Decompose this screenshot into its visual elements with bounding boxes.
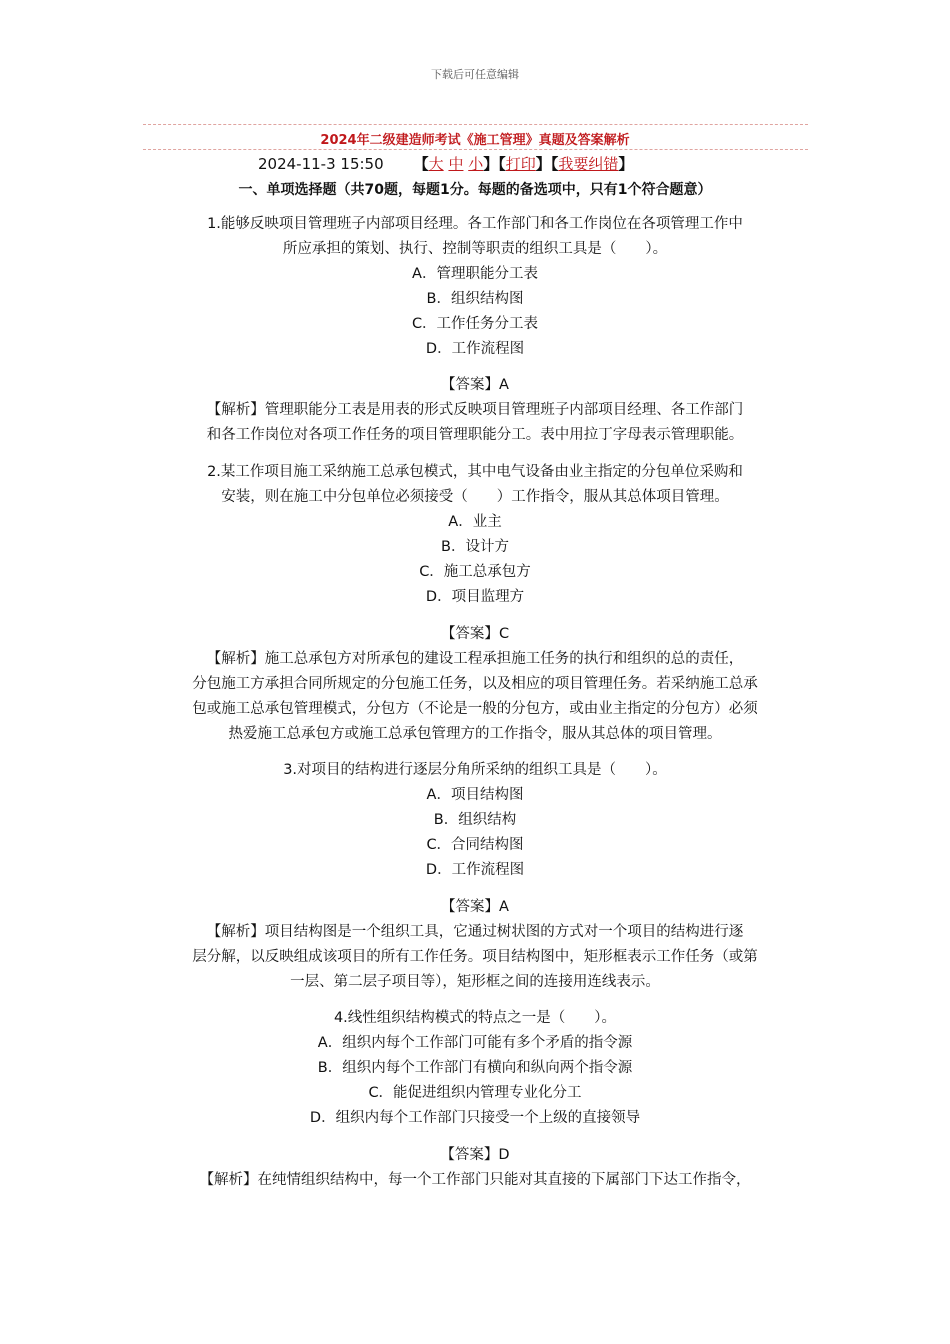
question-1 — [140, 212, 810, 362]
answer-value: D — [498, 1147, 510, 1163]
option-c: C．施工总承包方 — [419, 564, 531, 580]
bracket: 【 — [550, 155, 559, 173]
analysis-label: 【解析】 — [199, 1172, 258, 1188]
bracket: 】 — [483, 155, 499, 173]
question-stem: 所应承担的策划、执行、控制等职责的组织工具是（ ）。 — [282, 241, 668, 257]
font-size-large-link[interactable]: 大 — [428, 155, 444, 173]
analysis-label: 【解析】 — [206, 924, 265, 940]
analysis-text: 管理职能分工表是用表的形式反映项目管理班子内部项目经理、各工作部门 — [264, 402, 744, 418]
analysis-text: 项目结构图是一个组织工具，它通过树状图的方式对一个项目的结构进行逐 — [264, 924, 744, 940]
answer-label: 【答案】 — [440, 1147, 499, 1163]
bracket: 】 — [535, 155, 551, 173]
option-d: D．组织内每个工作部门只接受一个上级的直接领导 — [309, 1110, 641, 1126]
option-c: C．能促进组织内管理专业化分工 — [368, 1085, 582, 1101]
meta-row — [258, 153, 633, 174]
analysis-text: 施工总承包方对所承包的建设工程承担施工任务的执行和组织的总的责任， — [264, 651, 744, 667]
analysis-line: 一层、第二层子项目等），矩形框之间的连接用连线表示。 — [290, 974, 660, 990]
question-stem: 4.线性组织结构模式的特点之一是（ ）。 — [333, 1010, 617, 1026]
divider-top — [143, 124, 808, 125]
answer-value: A — [499, 377, 509, 393]
divider-bottom — [143, 149, 808, 150]
analysis-line — [140, 647, 810, 672]
analysis-label: 【解析】 — [206, 402, 265, 418]
analysis-label: 【解析】 — [206, 651, 265, 667]
print-link[interactable]: 打印 — [505, 155, 536, 173]
analysis-2 — [140, 647, 810, 747]
answer-label: 【答案】 — [440, 626, 499, 642]
font-size-medium-link[interactable]: 中 — [448, 155, 464, 173]
bracket: 【 — [413, 155, 429, 173]
answer-2 — [140, 622, 810, 647]
analysis-line — [140, 1168, 810, 1193]
section-heading: 一、单项选择题（共70题，每题1分。每题的备选项中，只有1个符合题意） — [238, 182, 712, 198]
option-b: B．设计方 — [441, 539, 509, 555]
answer-value: C — [498, 626, 510, 642]
answer-3 — [140, 895, 810, 920]
answer-line — [140, 1143, 810, 1168]
analysis-line: 和各工作岗位对各项工作任务的项目管理职能分工。表中用拉丁字母表示管理职能。 — [206, 427, 744, 443]
answer-line — [140, 895, 810, 920]
option-a: A．组织内每个工作部门可能有多个矛盾的指令源 — [317, 1035, 633, 1051]
question-4 — [140, 1006, 810, 1131]
question-3 — [140, 758, 810, 883]
answer-4 — [140, 1143, 810, 1168]
option-b: B．组织内每个工作部门有横向和纵向两个指令源 — [317, 1060, 633, 1076]
answer-line — [140, 622, 810, 647]
analysis-1 — [140, 398, 810, 448]
analysis-line: 层分解，以反映组成该项目的所有工作任务。项目结构图中，矩形框表示工作任务（或第 — [192, 949, 758, 965]
bracket: 】 — [618, 155, 634, 173]
analysis-line: 分包施工方承担合同所规定的分包施工任务，以及相应的项目管理任务。若采纳施工总承 — [192, 676, 758, 692]
page-title: 2024年二级建造师考试《施工管理》真题及答案解析 — [320, 133, 630, 148]
font-size-small-link[interactable]: 小 — [468, 155, 484, 173]
option-a: A．管理职能分工表 — [412, 266, 538, 282]
option-d: D．工作流程图 — [425, 341, 525, 357]
question-stem: 3.对项目的结构进行逐层分角所采纳的组织工具是（ ）。 — [283, 762, 667, 778]
option-a: A．项目结构图 — [426, 787, 524, 803]
answer-label: 【答案】 — [441, 377, 500, 393]
bracket: 【 — [498, 155, 506, 173]
report-error-link[interactable]: 我要纠错 — [558, 155, 619, 173]
option-c: C．合同结构图 — [426, 837, 524, 853]
analysis-line: 包或施工总承包管理模式，分包方（不论是一般的分包方，或由业主指定的分包方）必须 — [192, 701, 758, 717]
header-note: 下载后可任意编辑 — [431, 68, 519, 81]
option-b: B．组织结构 — [433, 812, 517, 828]
answer-1 — [140, 373, 810, 398]
question-stem: 1.能够反映项目管理班子内部项目经理。各工作部门和各工作岗位在各项管理工作中 — [207, 216, 743, 232]
analysis-text: 在纯情组织结构中，每一个工作部门只能对其直接的下属部门下达工作指令， — [257, 1172, 751, 1188]
question-stem: 安装，则在施工中分包单位必须接受（ ）工作指令，服从其总体项目管理。 — [221, 489, 729, 505]
question-stem: 2.某工作项目施工采纳施工总承包模式，其中电气设备由业主指定的分包单位采购和 — [207, 464, 743, 480]
analysis-3 — [140, 920, 810, 995]
analysis-line: 热爱施工总承包方或施工总承包管理方的工作指令，服从其总体的项目管理。 — [228, 726, 722, 742]
analysis-4 — [140, 1168, 810, 1193]
question-2 — [140, 460, 810, 610]
analysis-line — [140, 398, 810, 423]
analysis-line — [140, 920, 810, 945]
option-d: D．工作流程图 — [425, 862, 525, 878]
option-c: C．工作任务分工表 — [411, 316, 539, 332]
answer-line — [140, 373, 810, 398]
answer-value: A — [499, 899, 509, 915]
publish-date: 2024-11-3 15:50 — [258, 155, 384, 173]
option-a: A．业主 — [448, 514, 502, 530]
option-d: D．项目监理方 — [425, 589, 525, 605]
answer-label: 【答案】 — [441, 899, 500, 915]
option-b: B．组织结构图 — [426, 291, 524, 307]
